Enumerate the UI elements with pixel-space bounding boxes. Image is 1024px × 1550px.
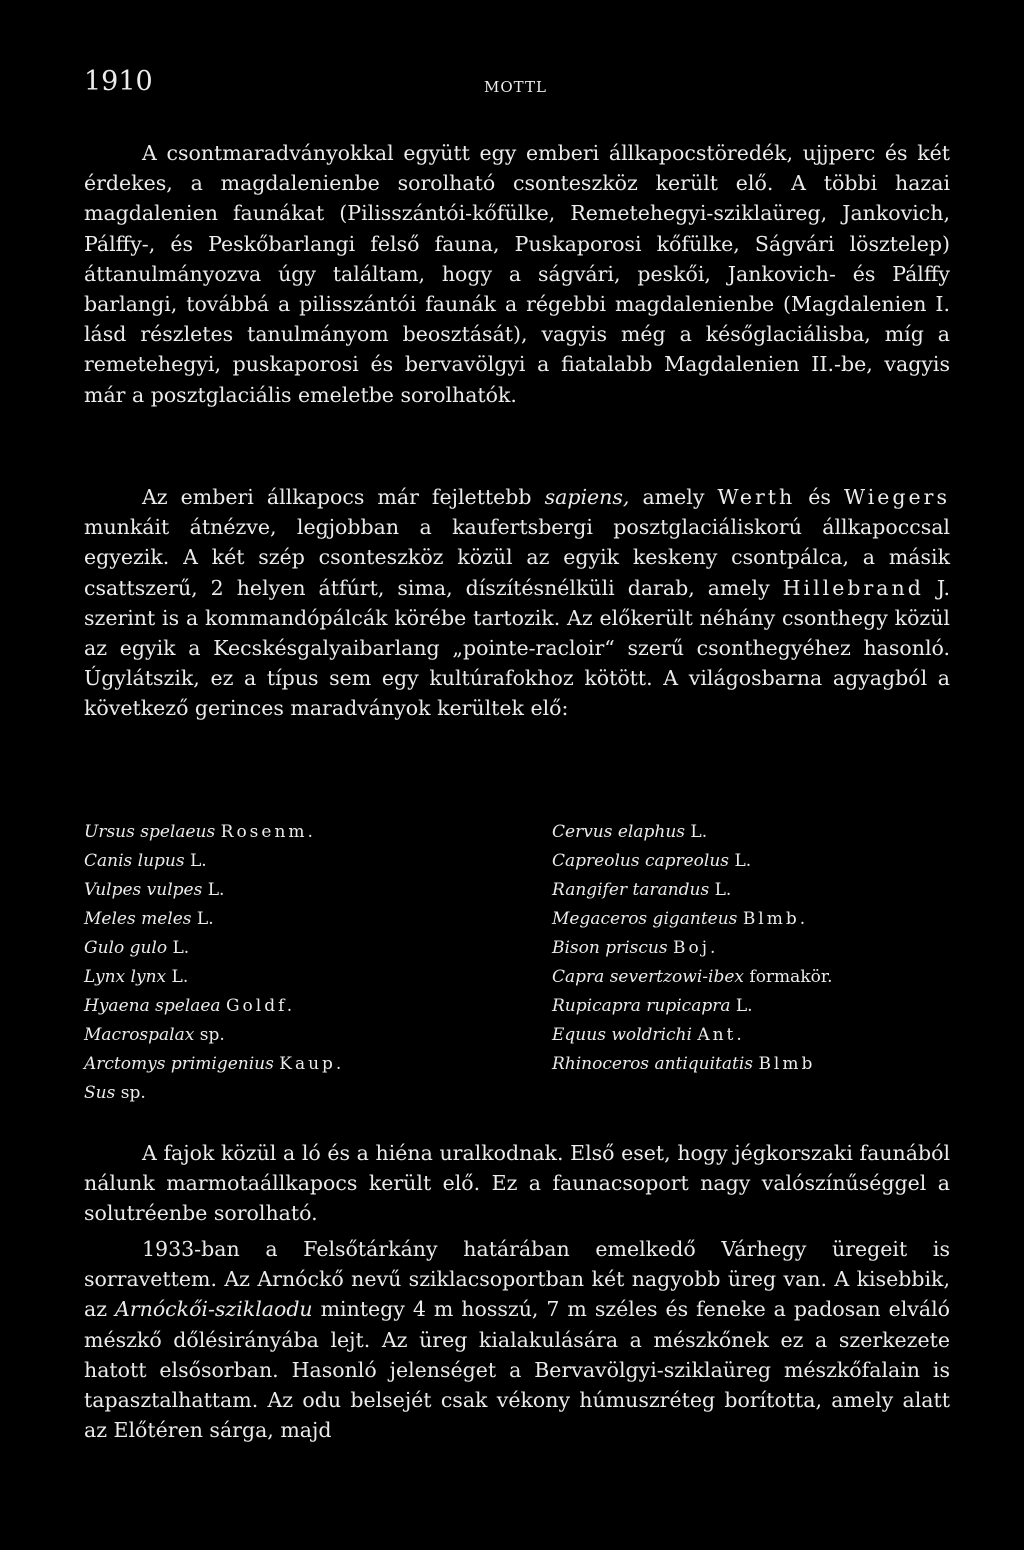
- species-name: Sus: [84, 1083, 116, 1103]
- species-name: Rhinoceros antiquitatis: [552, 1054, 754, 1074]
- species-author: formakör.: [749, 967, 833, 987]
- species-item: [552, 905, 833, 934]
- p2-text-e: J. szerint is a kommandópálcák körébe tartozik. Az előkerült néhány csonthegy közül az egyik a Kecskésgalyaibarlang „pointe-racloir“ szerű csonthegyéhez hasonló. Úgylátszik, ez a típus sem egy kultúrafokhoz kötött. A világosbarna agyagból a következő gerinces maradványok kerültek elő:: [84, 575, 950, 721]
- species-name: Rangifer tarandus: [552, 880, 710, 900]
- species-name: Cervus elaphus: [552, 822, 686, 842]
- species-item: [84, 905, 344, 934]
- species-author: L.: [196, 909, 214, 929]
- species-item: [552, 963, 833, 992]
- species-author: Rosenm.: [220, 822, 316, 842]
- species-name: Macrospalax: [84, 1025, 195, 1045]
- species-item: [84, 992, 344, 1021]
- species-name: Capra severtzowi-ibex: [552, 967, 744, 987]
- species-author: Ant.: [697, 1025, 745, 1045]
- species-author: L.: [207, 880, 225, 900]
- p4-text-a: 1933-ban a Felsőtárkány határában emelkedő Várhegy üregeit is sorravettem. Az Arnóckő nevű sziklacsoportban két nagyobb üreg van. A kisebbik, az: [84, 1237, 950, 1322]
- species-name: Arctomys primigenius: [84, 1054, 274, 1074]
- paragraph-4: [84, 1234, 950, 1445]
- species-author: Goldf.: [225, 996, 296, 1016]
- species-item: [84, 818, 344, 847]
- species-author: L.: [714, 880, 732, 900]
- p2-text-d: munkáit átnézve, legjobban a kaufertsbergi posztglaciáliskorú állkapoccsal egyezik. A két szép csonteszköz közül az egyik keskeny csontpálca, a másik csattszerű, 2 helyen átfúrt, sima, díszítésnélküli darab, amely: [84, 515, 950, 600]
- species-author: L.: [734, 851, 752, 871]
- paragraph-2-text: [84, 482, 950, 724]
- term-sapiens: sapiens,: [544, 485, 630, 509]
- p4-text-b: mintegy 4 m hosszú, 7 m széles és feneke a padosan elváló mészkő dőlésirányába lejt. Az üreg kialakulására a mészkőnek ez a szerkezete hatott elsősorban. Hasonló jelenséget a Bervavölgyi-sziklaüreg mészkőfalain is tapasztalhattam. Az odu belsejét csak vékony húmuszréteg borította, amely alatt az Előtéren sárga, majd: [84, 1297, 951, 1443]
- author-werth: Werth: [717, 485, 796, 509]
- species-item: [84, 847, 344, 876]
- species-item: [552, 1021, 833, 1050]
- paragraph-3: [84, 1138, 950, 1229]
- species-name: Lynx lynx: [84, 967, 167, 987]
- page-number: 1910: [84, 66, 153, 97]
- species-name: Megaceros giganteus: [552, 909, 738, 929]
- species-item: [84, 876, 344, 905]
- species-name: Capreolus capreolus: [552, 851, 730, 871]
- species-item: [552, 992, 833, 1021]
- species-item: [84, 934, 344, 963]
- species-name: Canis lupus: [84, 851, 185, 871]
- species-author: L.: [172, 938, 190, 958]
- species-name: Bison priscus: [552, 938, 668, 958]
- p2-text-c: és: [795, 485, 845, 509]
- paragraph-2: [84, 482, 950, 724]
- species-item: [552, 876, 833, 905]
- paragraph-3-text: A fajok közül a ló és a hiéna uralkodnak. Első eset, hogy jégkorszaki faunából nálunk marmotaállkapocs került elő. Ez a faunacsoport nagy valószínűséggel a solutréenbe sorolható.: [84, 1141, 950, 1226]
- paragraph-4-text: [84, 1234, 950, 1445]
- species-item: [84, 1079, 344, 1108]
- species-author: Blmb.: [742, 909, 809, 929]
- species-author: sp.: [120, 1083, 146, 1103]
- p2-text-a: Az emberi állkapocs már fejlettebb: [142, 485, 545, 509]
- species-author: L.: [735, 996, 753, 1016]
- species-list-left: [84, 818, 344, 1108]
- species-name: Gulo gulo: [84, 938, 168, 958]
- species-name: Equus woldrichi: [552, 1025, 692, 1045]
- species-item: [552, 818, 833, 847]
- author-hillebrand: Hillebrand: [782, 575, 924, 600]
- species-item: [552, 1050, 833, 1079]
- species-author: sp.: [199, 1025, 225, 1045]
- species-author: L.: [190, 851, 207, 871]
- species-author: Blmb: [758, 1054, 816, 1074]
- species-item: [84, 1021, 344, 1050]
- species-item: [84, 1050, 344, 1079]
- species-author: Kaup.: [279, 1054, 345, 1074]
- species-item: [552, 847, 833, 876]
- species-item: [84, 963, 344, 992]
- running-head: MOTTL: [484, 78, 547, 96]
- species-author: L.: [690, 822, 708, 842]
- species-author: Boj.: [673, 938, 719, 958]
- paragraph-1-text: A csontmaradványokkal együtt egy emberi állkapocstöredék, ujjperc és két érdekes, a magdalenienbe sorolható csonteszköz került elő. A többi hazai magdalenien faunákat (Pilisszántói-kőfülke, Remetehegyi-sziklaüreg, Jankovich, Pálffy-, és Peskőbarlangi felső fauna, Puskaporosi kőfülke, Ságvári lösztelep) áttanulmányozva úgy találtam, hogy a ságvári, peskői, Jankovich- és Pálffy barlangi, továbbá a pilisszántói faunák a régebbi magdalenienbe (Magdalenien I. lásd részletes tanulmányom beosztását), vagyis még a későglaciálisba, míg a remetehegyi, puskaporosi és bervavölgyi a fiatalabb Magdalenien II.-be, vagyis már a posztglaciális emeletbe sorolhatók.: [84, 141, 950, 407]
- species-name: Rupicapra rupicapra: [552, 996, 731, 1016]
- species-list-right: [552, 818, 833, 1079]
- p2-text-b: amely: [629, 485, 718, 509]
- species-name: Ursus spelaeus: [84, 822, 216, 842]
- species-name: Hyaena spelaea: [84, 996, 221, 1016]
- species-name: Vulpes vulpes: [84, 880, 203, 900]
- species-item: [552, 934, 833, 963]
- author-wiegers: Wiegers: [844, 485, 950, 509]
- species-name: Meles meles: [84, 909, 192, 929]
- paragraph-1: [84, 138, 950, 410]
- species-author: L.: [171, 967, 189, 987]
- term-arnockoi-sziklaodu: Arnóckői-sziklaodu: [115, 1297, 313, 1322]
